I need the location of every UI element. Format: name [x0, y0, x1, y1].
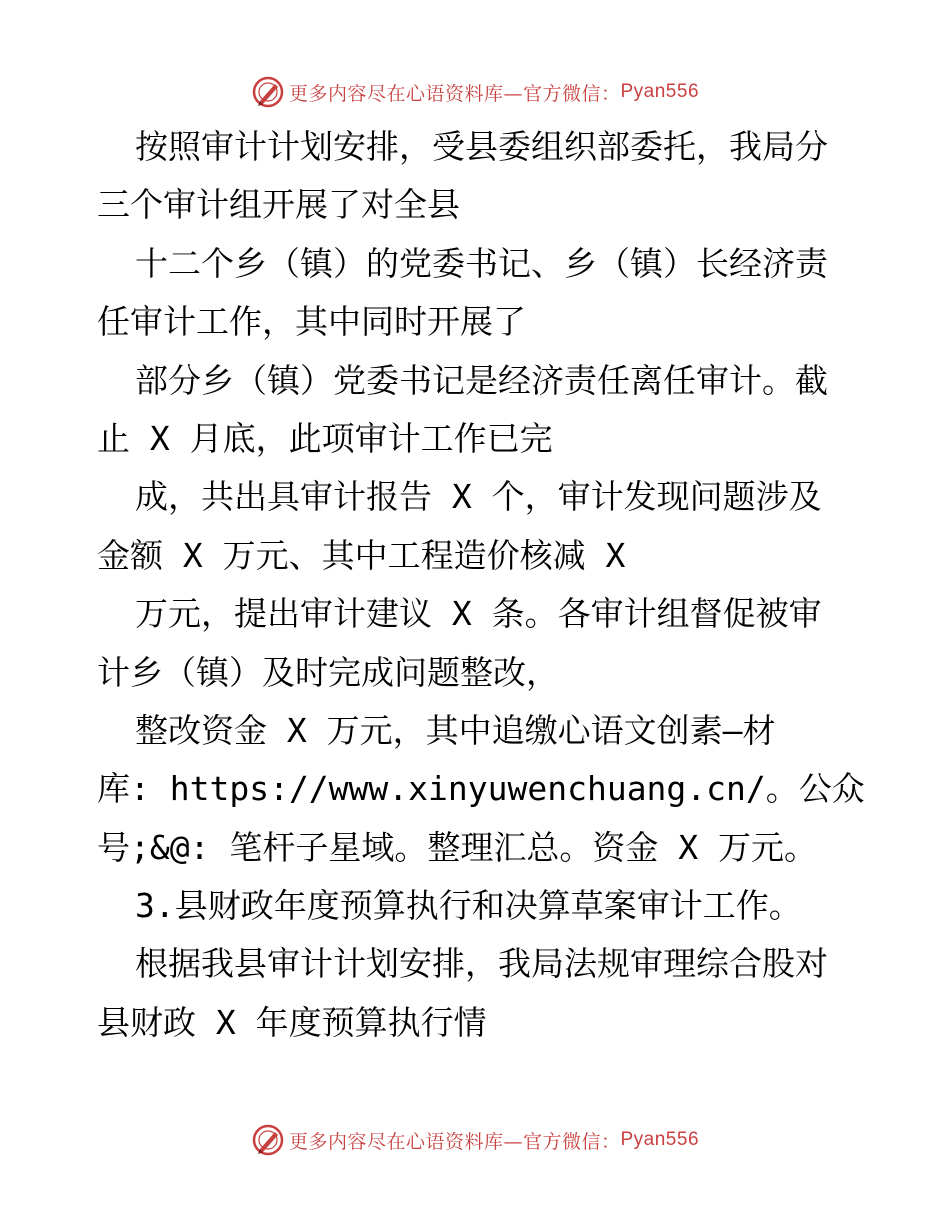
text-line: 根据我县审计计划安排，我局法规审理综合股对 [135, 944, 828, 984]
header-banner-text: 更多内容尽在心语资料库—官方微信： [288, 82, 621, 105]
text-line: 成，共出具审计报告 X 个，审计发现问题涉及 [135, 477, 822, 517]
text-line: 金额 X 万元、其中工程造价核减 X [97, 535, 626, 575]
document-body [97, 118, 867, 1052]
text-line: 三个审计组开展了对全县 [97, 185, 460, 225]
text-line: 部分乡（镇）党委书记是经济责任离任审计。截 [135, 360, 828, 400]
text-line: 止 X 月底，此项审计工作已完 [97, 418, 553, 458]
text-line: 3.县财政年度预算执行和决算草案审计工作。 [135, 886, 802, 926]
red-pen-circle-logo-icon [251, 1123, 285, 1157]
text-line: 库: https://www.xinyuwenchuang.cn/。公众 [97, 769, 865, 809]
footer-banner-text: 更多内容尽在心语资料库—官方微信： [288, 1130, 621, 1153]
text-line: 十二个乡（镇）的党委书记、乡（镇）长经济责 [135, 243, 828, 283]
header-banner [0, 72, 950, 112]
text-line: 号;&@: 笔杆子星域。整理汇总。资金 X 万元。 [97, 827, 817, 867]
text-line: 按照审计计划安排，受县委组织部委托，我局分 [135, 127, 828, 166]
header-banner-handle: Pyan556 [620, 81, 700, 102]
footer-banner [0, 1120, 950, 1160]
footer-banner-handle: Pyan556 [620, 1129, 700, 1150]
text-line: 万元，提出审计建议 X 条。各审计组督促被审 [135, 594, 822, 634]
text-line: 县财政 X 年度预算执行情 [97, 1002, 487, 1042]
text-line: 任审计工作，其中同时开展了 [97, 302, 526, 342]
text-line: 计乡（镇）及时完成问题整改， [97, 652, 559, 692]
red-pen-circle-logo-icon [251, 75, 285, 109]
text-line: 整改资金 X 万元，其中追缴心语文创素—材 [135, 710, 776, 750]
